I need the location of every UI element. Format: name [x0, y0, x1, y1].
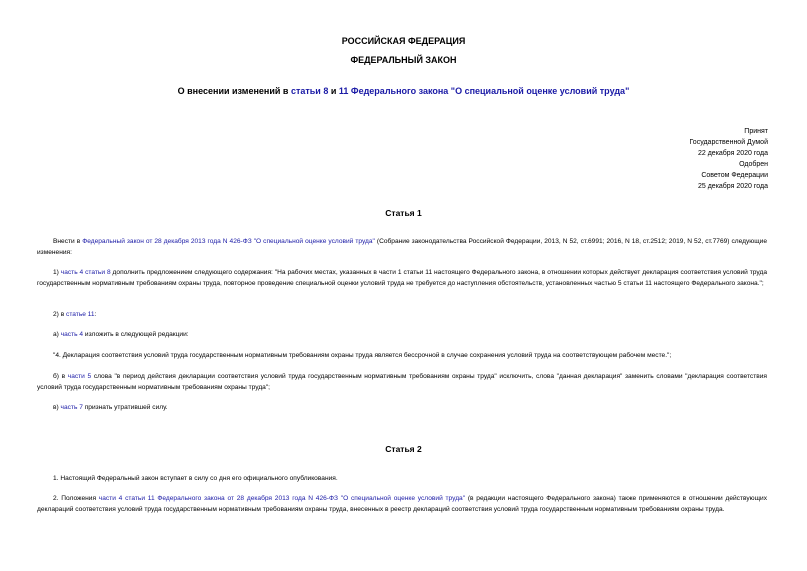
- p2-link[interactable]: части 4 статьи 11 Федерального закона от 28 декабря 2013 года N 426-ФЗ "О специальной оценке условий труда": [98, 495, 466, 502]
- article-1-heading: Статья 1: [385, 208, 422, 218]
- title-prefix: О внесении изменений в: [177, 86, 291, 96]
- title-link-article-11[interactable]: 11 Федерального закона "О специальной оценке условий труда": [338, 86, 630, 96]
- a-pre: а): [53, 331, 61, 338]
- adoption-line: Принят: [744, 128, 768, 135]
- intro-law-link[interactable]: Федеральный закон от 28 декабря 2013 года N 426-ФЗ "О специальной оценке условий труда": [82, 238, 375, 245]
- adoption-line: 25 декабря 2020 года: [697, 182, 768, 190]
- article-1-item-2c: [37, 403, 767, 414]
- b-pre: б) в: [53, 373, 68, 380]
- b-link[interactable]: части 5: [67, 373, 92, 380]
- intro-post: (Собрание законодательства Российской Федерации, 2013, N 52, ст.6991; 2016, N 18, ст.2512; 2019, N 52, ст.7769) следующие изменения:: [37, 238, 767, 256]
- adoption-line: Советом Федерации: [701, 171, 768, 179]
- item1-link[interactable]: часть 4 статьи 8: [60, 269, 111, 276]
- adoption-block: [689, 127, 768, 192]
- c-post: признать утратившей силу.: [82, 404, 168, 411]
- intro-pre: Внести в: [53, 238, 83, 245]
- c-pre: в): [53, 404, 61, 411]
- item2-link[interactable]: статье 11: [66, 311, 95, 318]
- item1-pre: 1): [53, 269, 61, 276]
- adoption-line: Государственной Думой: [689, 138, 768, 146]
- adoption-line: Одобрен: [739, 160, 768, 168]
- law-title: [0, 86, 807, 96]
- article-1-item-2b: [37, 372, 767, 393]
- country-heading: РОССИЙСКАЯ ФЕДЕРАЦИЯ: [341, 36, 466, 46]
- item2-pre: 2) в: [53, 311, 67, 318]
- p2-pre: 2. Положения: [53, 495, 99, 502]
- article-1-quote: "4. Декларация соответствия условий труда государственным нормативным требованиям охраны труда является бессрочной в случае сохранения условий труда на соответствующем рабочем месте.";: [53, 352, 672, 359]
- article-2-paragraph-1: 1. Настоящий Федеральный закон вступает в силу со дня его официального опубликования.: [53, 475, 338, 482]
- article-2-paragraph-2: [37, 494, 767, 515]
- a-post: изложить в следующей редакции:: [83, 331, 189, 338]
- p2-post: (в редакции настоящего Федерального закона) также применяются в отношении действующих деклараций соответствия условий труда государственным нормативным требованиям охраны труда, внесенных в реестр деклараций соответствия условий труда государственным нормативным требованиям охраны труда.: [37, 495, 767, 513]
- article-1-item-2: [37, 310, 767, 321]
- item1-post: дополнить предложением следующего содержания: "На рабочих местах, указанных в части 1 статьи 11 настоящего Федерального закона, в отношении которых действует декларация соответствия условий труда государственным нормативным требованиям охраны труда, повторное проведение специальной оценки условий труда не требуется до наступления обстоятельств, установленных частью 5 статьи 11 настоящего Федерального закона.";: [37, 269, 767, 287]
- title-mid: и: [328, 86, 339, 96]
- article-1-intro: [37, 237, 767, 258]
- title-link-article-8[interactable]: статьи 8: [290, 86, 329, 96]
- law-type-heading: ФЕДЕРАЛЬНЫЙ ЗАКОН: [350, 55, 457, 65]
- c-link[interactable]: часть 7: [60, 404, 83, 411]
- adoption-line: 22 декабря 2020 года: [697, 149, 768, 157]
- article-1-item-1: [37, 268, 767, 289]
- a-link[interactable]: часть 4: [60, 331, 84, 338]
- b-post: слова "в период действия декларации соответствия условий труда государственным нормативным требованиям охраны труда" исключить, слова "данная декларация" заменить словами "декларация соответствия условий труда государственным нормативным требованиям охраны труда";: [37, 373, 767, 391]
- item2-post: :: [94, 311, 97, 318]
- article-2-heading: Статья 2: [385, 444, 422, 454]
- article-1-item-2a: [37, 330, 767, 341]
